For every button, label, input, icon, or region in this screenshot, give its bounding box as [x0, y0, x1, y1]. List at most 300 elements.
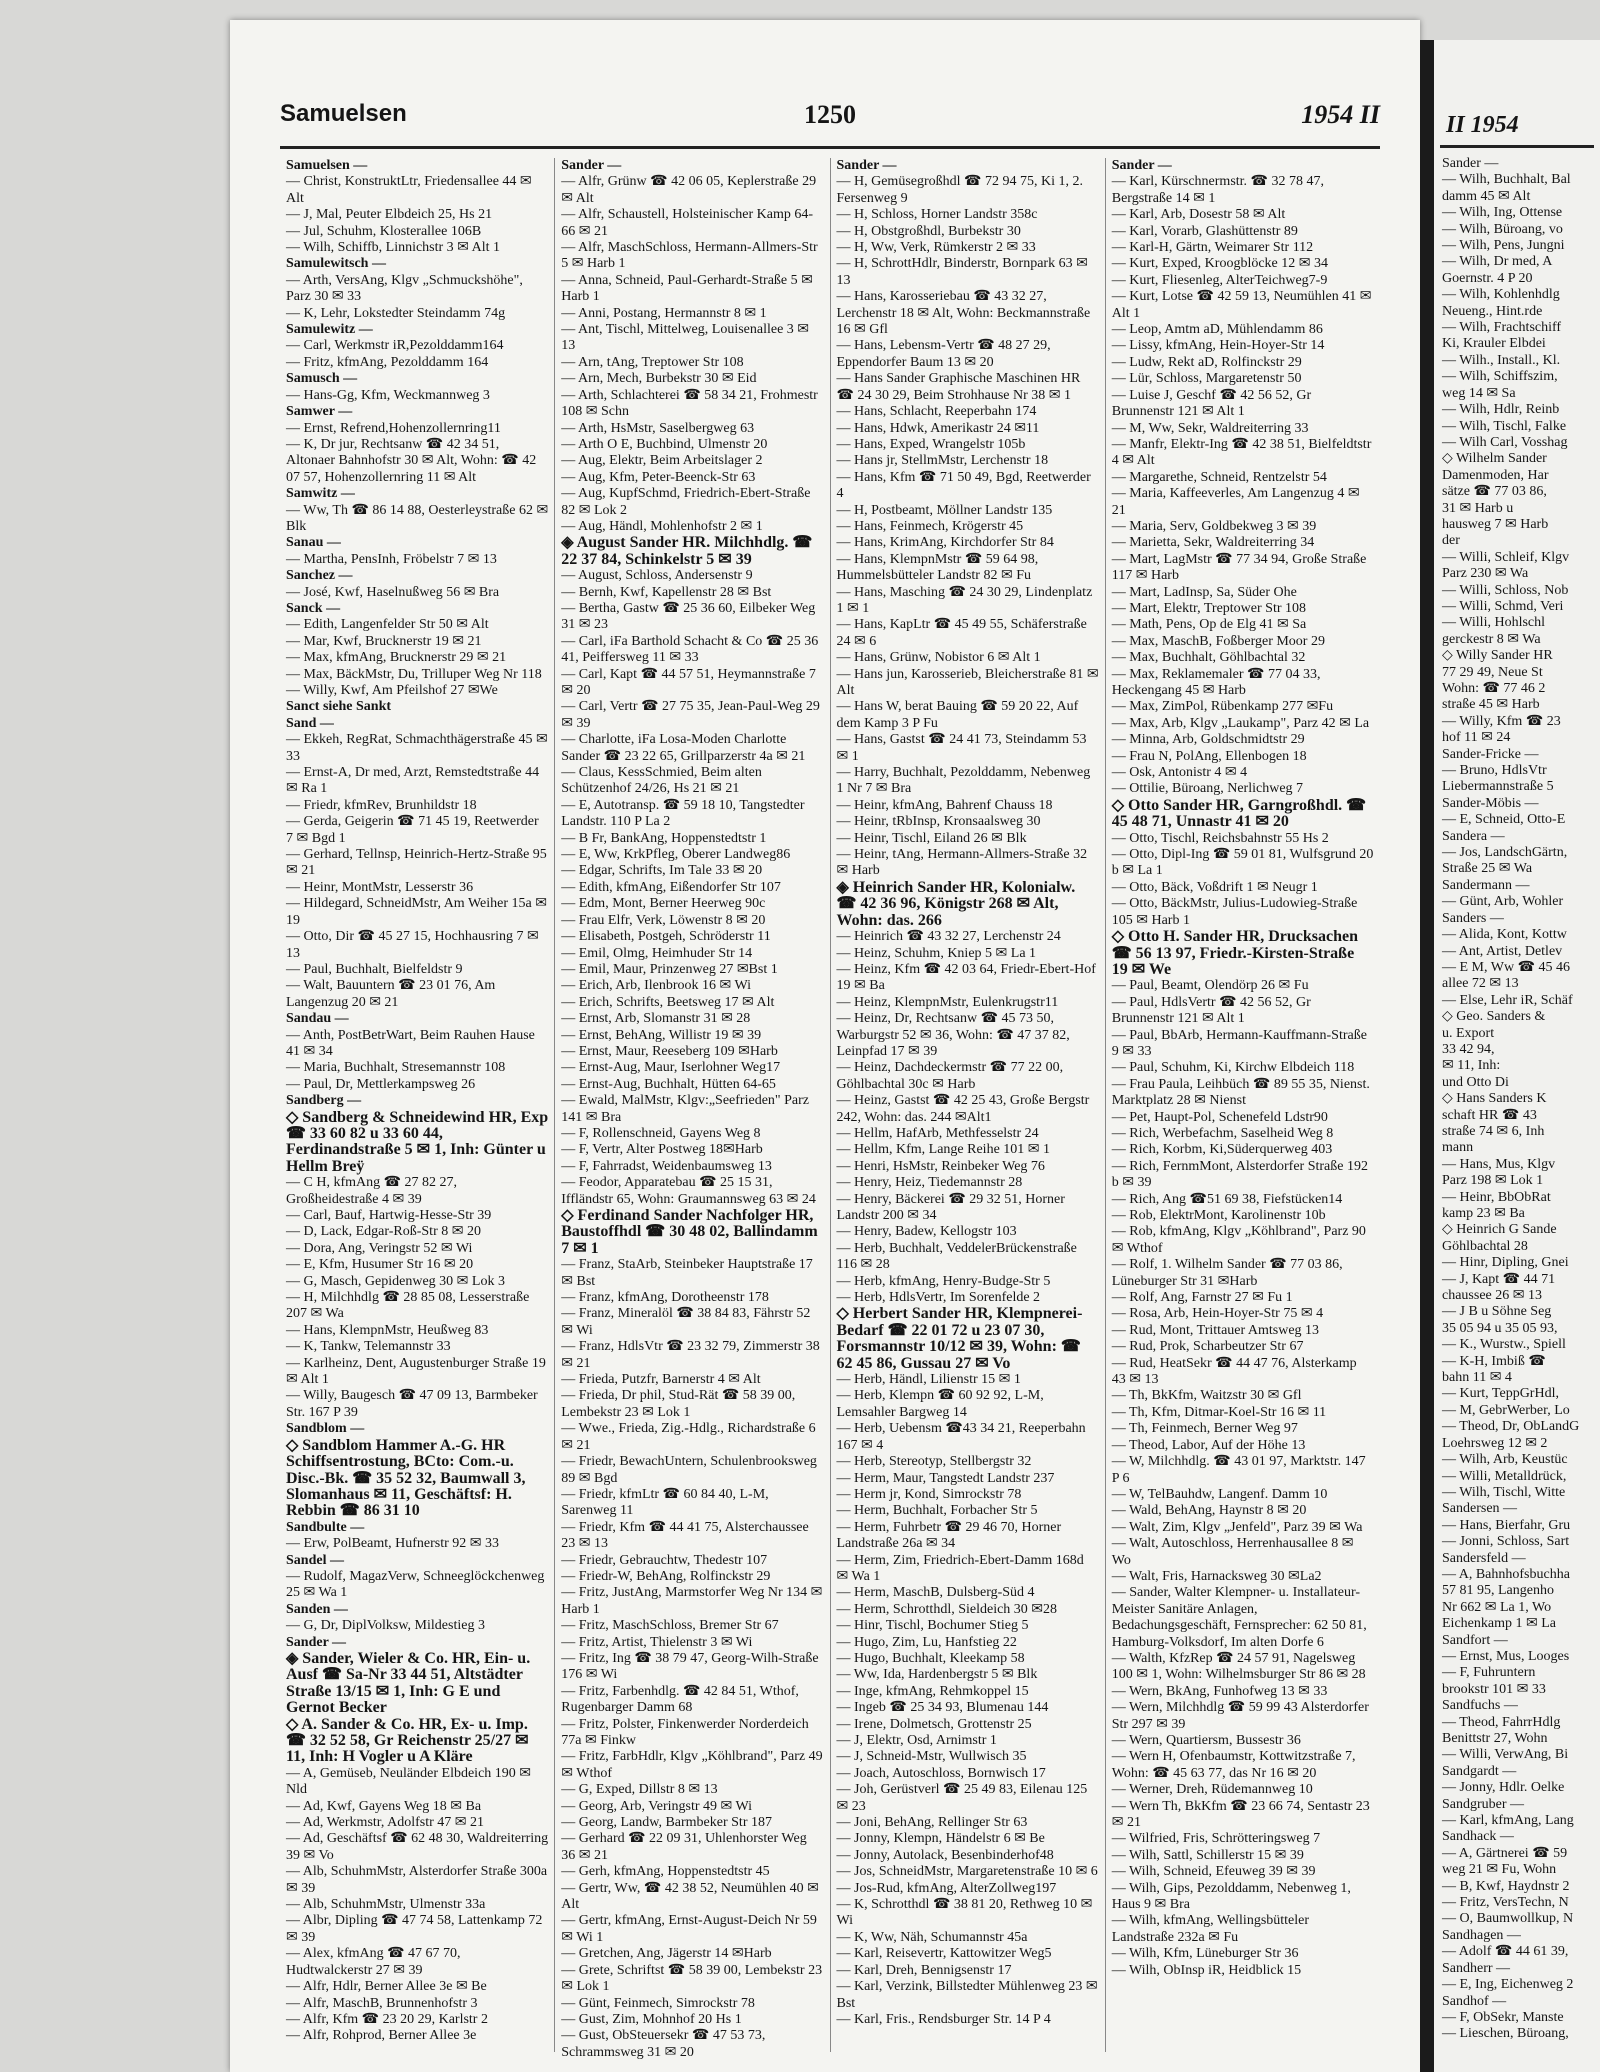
directory-entry: — Friedr, Kfm ☎ 44 41 75, Alsterchaussee 23 ✉ 13 [561, 1519, 809, 1552]
header-rule [280, 146, 1380, 149]
facing-page-line: schaft HR ☎ 43 [1442, 1107, 1537, 1123]
facing-page-line: u. Export [1442, 1025, 1495, 1041]
directory-entry: ◈ Heinrich Sander HR, Kolonialw. ☎ 42 36 96, Königstr 268 ✉ Alt, Wohn: das. 266 [836, 878, 1076, 929]
directory-entry: — Paul, Buchhalt, Bielfeldstr 9 [286, 961, 463, 977]
directory-entry: — Otto, Tischl, Reichsbahnstr 55 Hs 2 [1111, 830, 1329, 846]
facing-page-line: sätze ☎ 77 03 86, [1442, 484, 1547, 500]
directory-entry: — Henri, HsMstr, Reinbeker Weg 76 [836, 1158, 1045, 1174]
directory-entry: Samulewitsch — [286, 256, 386, 272]
directory-entry: — Herb, Uebensm ☎43 34 21, Reeperbahn 167 ✉ 4 [836, 1421, 1086, 1453]
directory-entry: — Hellm, HafArb, Methfesselstr 24 [836, 1125, 1039, 1141]
facing-page-line: — Lieschen, Büroang, [1442, 2026, 1569, 2042]
facing-page-line: brookstr 101 ✉ 33 [1442, 1681, 1546, 1697]
directory-entry: — Charlotte, iFa Losa-Moden Charlotte Sander ☎ 23 22 65, Grillparzerstr 4a ✉ 21 [561, 732, 806, 764]
directory-entry: — Maria, Serv, Goldbekweg 3 ✉ 39 [1111, 518, 1317, 534]
directory-entry: — Ernst, Refrend,Hohenzollernring11 [286, 420, 501, 436]
facing-page-line: — Wilh, Frachtschiff [1442, 320, 1562, 336]
facing-page-line: Sandgruber — [1442, 1796, 1525, 1812]
facing-page-line: — Adolf ☎ 44 61 39, [1442, 1944, 1569, 1960]
facing-page-line: Eichenkamp 1 ✉ La [1442, 1616, 1556, 1632]
directory-entry: — Paul, Beamt, Olendörp 26 ✉ Fu [1111, 978, 1309, 994]
directory-entry: — Hugo, Buchhalt, Kleekamp 58 [836, 1650, 1025, 1666]
directory-entry: — Arth O E, Buchbind, Ulmenstr 20 [561, 436, 768, 452]
directory-entry: — Friedr, kfmLtr ☎ 60 84 40, L-M, Sarenweg 11 [561, 1486, 769, 1519]
directory-entry: — Heinrich ☎ 43 32 27, Lerchenstr 24 [836, 929, 1061, 945]
directory-entry: — Rolf, 1. Wilhelm Sander ☎ 77 03 86, Lüneburger Str 31 ✉Harb [1111, 1257, 1343, 1289]
facing-page-line: Sandersfeld — [1442, 1550, 1526, 1566]
directory-entry: Sanden — [286, 1601, 348, 1617]
directory-entry: — Wwe., Frieda, Zig.-Hdlg., Richardstraße 6 ✉ 21 [561, 1421, 816, 1453]
directory-entry: — Ad, Werkmstr, Adolfstr 47 ✉ 21 [286, 1815, 485, 1831]
facing-page-line: allee 72 ✉ 13 [1442, 976, 1519, 992]
facing-page-line: — F, ObSekr, Manste [1442, 2009, 1564, 2025]
directory-entry: — G, Exped, Dillstr 8 ✉ 13 [561, 1782, 718, 1798]
directory-entry: — Bertha, Gastw ☎ 25 36 60, Eilbeker Weg 31 ✉ 23 [561, 600, 816, 633]
running-head-left: Samuelsen [280, 100, 407, 127]
directory-entry: — Gretchen, Ang, Jägerstr 14 ✉Harb [561, 1946, 772, 1962]
directory-entry: — Ww, Th ☎ 86 14 88, Oesterleystraße 62 ✉ Blk [286, 502, 549, 534]
directory-entry: — Joach, Autoschloss, Bornwisch 17 [836, 1765, 1046, 1781]
directory-entry: — Frau N, PolAng, Ellenbogen 18 [1111, 748, 1307, 764]
directory-entry: — Gertr, Ww, ☎ 42 38 52, Neumühlen 40 ✉ Alt [561, 1880, 819, 1913]
facing-page-line: — K., Wurstw., Spiell [1442, 1337, 1566, 1353]
directory-entry: — G, Dr, DiplVolksw, Mildestieg 3 [286, 1618, 485, 1634]
directory-entry: — Franz, kfmAng, Dorotheenstr 178 [561, 1290, 769, 1306]
directory-entry: — Günt, Feinmech, Simrockstr 78 [561, 1995, 755, 2011]
facing-page-line: — Alida, Kont, Kottw [1442, 927, 1567, 943]
facing-page-line: Sandermann — [1442, 877, 1530, 893]
facing-page-line: weg 21 ✉ Fu, Wohn [1442, 1862, 1557, 1878]
directory-entry: — Herm, Schrotthdl, Sieldeich 30 ✉28 [836, 1601, 1058, 1617]
directory-entry: Sanck — [286, 600, 341, 616]
facing-page-line: Damenmoden, Har [1442, 467, 1549, 483]
directory-entry: — Fritz, MaschSchloss, Bremer Str 67 [561, 1618, 779, 1634]
facing-page-line: — Kurt, TeppGrHdl, [1442, 1386, 1559, 1402]
facing-page-line: Sandhof — [1442, 1993, 1507, 2009]
directory-entry: — Fritz, Polster, Finkenwerder Norderdeich 77a ✉ Finkw [561, 1716, 809, 1748]
directory-entry: — Mart, LagMstr ☎ 77 34 94, Große Straße 117 ✉ Harb [1111, 551, 1367, 584]
facing-page-line: — Willy, Kfm ☎ 23 [1442, 713, 1561, 729]
directory-entry: Sanau — [286, 535, 341, 551]
facing-page-line: — Theod, FahrrHdlg [1442, 1714, 1561, 1730]
facing-page-line: straße 74 ✉ 6, Inh [1442, 1123, 1545, 1139]
directory-entry: — Ad, Geschäftsf ☎ 62 48 30, Waldreiterring 39 ✉ Vo [286, 1831, 549, 1863]
directory-entry: Sander — [286, 1634, 347, 1650]
directory-entry: — Jonny, Klempn, Händelstr 6 ✉ Be [836, 1831, 1045, 1847]
directory-entry: — Walth, KfzRep ☎ 24 57 91, Nagelsweg 100 ✉ 1, Wohn: Wilhelmsburger Str 86 ✉ 28 [1111, 1650, 1366, 1683]
directory-entry: — Edgar, Schrifts, Im Tale 33 ✉ 20 [561, 863, 763, 879]
directory-entry: — Heinz, Kfm ☎ 42 03 64, Friedr-Ebert-Hof 19 ✉ Ba [836, 961, 1096, 994]
directory-entry: — Th, BkKfm, Waitzstr 30 ✉ Gfl [1111, 1388, 1302, 1404]
directory-entry: — Erw, PolBeamt, Hufnerstr 92 ✉ 33 [286, 1536, 500, 1552]
facing-page-line: — A, Bahnhofsbuchha [1442, 1566, 1570, 1582]
column-3 [831, 158, 1106, 2052]
directory-entry: — Hans W, berat Bauing ☎ 59 20 22, Auf dem Kamp 3 P Fu [836, 699, 1079, 731]
facing-page-line: ✉ 11, Inh: [1442, 1058, 1501, 1074]
directory-entry: — Karl, Vorarb, Glashüttenstr 89 [1111, 223, 1298, 239]
directory-entry: — Walt, Bauuntern ☎ 23 01 76, Am Langenzug 20 ✉ 21 [286, 978, 496, 1010]
directory-entry: — Arn, Mech, Burbekstr 30 ✉ Eid [561, 371, 757, 387]
directory-entry: — E, Kfm, Husumer Str 16 ✉ 20 [286, 1257, 474, 1273]
directory-entry: — Fritz, Artist, Thielenstr 3 ✉ Wi [561, 1634, 753, 1650]
facing-page-line: Sandersen — [1442, 1501, 1518, 1517]
directory-entry: — Karl, Kürschnermstr. ☎ 32 78 47, Bergstraße 14 ✉ 1 [1111, 174, 1324, 206]
facing-page-line: Parz 198 ✉ Lok 1 [1442, 1173, 1544, 1189]
directory-entry: — Emil, Olmg, Heimhuder Str 14 [561, 945, 753, 961]
directory-entry: — Albr, Dipling ☎ 47 74 58, Lattenkamp 72 ✉ 39 [286, 1913, 543, 1945]
directory-entry: — Wern H, Ofenbaumstr, Kottwitzstraße 7, Wohn: ☎ 45 63 77, das Nr 16 ✉ 20 [1111, 1749, 1356, 1781]
directory-entry: — K, Tankw, Telemannstr 33 [286, 1339, 451, 1355]
directory-entry: — Rolf, Ang, Farnstr 27 ✉ Fu 1 [1111, 1290, 1293, 1306]
directory-entry: — Bernh, Kwf, Kapellenstr 28 ✉ Bst [561, 584, 772, 600]
facing-page-line: hausweg 7 ✉ Harb [1442, 516, 1549, 532]
directory-entry: — Hans, Kfm ☎ 71 50 49, Bgd, Reetwerder 4 [836, 469, 1091, 502]
directory-entry: — Claus, KessSchmied, Beim alten Schützenhof 24/26, Hs 21 ✉ 21 [561, 765, 762, 797]
directory-entry: — Hans Sander Graphische Maschinen HR ☎ 24 30 29, Beim Strohhause Nr 38 ✉ 1 [836, 371, 1081, 403]
directory-entry: — Arth, VersAng, Klgv „Schmuckshöhe", Parz 30 ✉ 33 [286, 272, 523, 305]
directory-entry: — Wern, Quartiersm, Bussestr 36 [1111, 1733, 1301, 1748]
directory-entry: — Max, Buchhalt, Göhlbachtal 32 [1111, 650, 1306, 666]
directory-entry: — Rosa, Arb, Hein-Hoyer-Str 75 ✉ 4 [1111, 1306, 1324, 1322]
directory-entry: — Ernst-Aug, Maur, Iserlohner Weg17 [561, 1060, 781, 1076]
facing-page-line: Sander — [1442, 156, 1499, 171]
directory-entry: — Pet, Haupt-Pol, Schenefeld Ldstr90 [1111, 1109, 1328, 1125]
facing-page-line: — Wilh, Tischl, Witte [1442, 1484, 1566, 1500]
facing-page [1434, 40, 1600, 2072]
directory-entry: — Ww, Ida, Hardenbergstr 5 ✉ Blk [836, 1667, 1038, 1683]
directory-entry: — Herm, Buchhalt, Forbacher Str 5 [836, 1503, 1038, 1519]
directory-entry: — Fritz, JustAng, Marmstorfer Weg Nr 134 ✉ Harb 1 [561, 1585, 823, 1617]
directory-entry: — Max, MaschB, Foßberger Moor 29 [1111, 633, 1325, 649]
directory-entry: — Herb, Buchhalt, VeddelerBrückenstraße 116 ✉ 28 [836, 1240, 1077, 1273]
directory-entry: — Wilh, Kfm, Lüneburger Str 36 [1111, 1946, 1299, 1962]
facing-page-line: und Otto Di [1442, 1074, 1509, 1090]
directory-entry: ◇ Sandblom Hammer A.-G. HR Schiffsentrostung, BCto: Com.-u. Disc.-Bk. ☎ 35 52 32, Baumwall 3, Slomanhaus ✉ 11, Geschäftsf: H. Rebbin ☎ 86 31 10 [286, 1436, 526, 1520]
directory-entry: — Heinr, kfmAng, Bahrenf Chauss 18 [836, 797, 1053, 813]
directory-entry: — Franz, Mineralöl ☎ 38 84 83, Fährstr 52 ✉ Wi [561, 1306, 811, 1338]
facing-page-line: 77 29 49, Neue St [1442, 664, 1543, 680]
directory-entry: — Paul, HdlsVertr ☎ 42 56 52, Gr Brunnenstr 121 ✉ Alt 1 [1111, 994, 1311, 1027]
facing-page-line: — M, GebrWerber, Lo [1442, 1402, 1570, 1418]
facing-page-line: — Günt, Arb, Wohler [1442, 894, 1564, 910]
directory-entry: — Edith, Langenfelder Str 50 ✉ Alt [286, 617, 489, 633]
directory-entry: ◇ Herbert Sander HR, Klempnerei-Bedarf ☎ 22 01 72 u 23 07 30, Forsmannstr 10/12 ✉ 39, Wohn: ☎ 62 45 86, Gussau 27 ✉ Vo [836, 1305, 1083, 1372]
facing-page-line: Goernstr. 4 P 20 [1442, 270, 1533, 286]
directory-entry: ◇ Otto Sander HR, Garngroßhdl. ☎ 45 48 71, Unnastr 41 ✉ 20 [1111, 796, 1367, 831]
directory-entry: — Alfr, Hdlr, Berner Allee 3e ✉ Be [286, 1979, 487, 1995]
directory-entry: — Wald, BehAng, Haynstr 8 ✉ 20 [1111, 1503, 1307, 1519]
directory-entry: — Th, Feinmech, Berner Weg 97 [1111, 1421, 1298, 1437]
directory-entry: — Friedr, Gebrauchtw, Thedestr 107 [561, 1552, 768, 1568]
directory-entry: — Henry, Bäckerei ☎ 29 32 51, Horner Landstr 200 ✉ 34 [836, 1191, 1065, 1223]
directory-entry: — Carl, iFa Barthold Schacht & Co ☎ 25 36 41, Peiffersweg 11 ✉ 33 [561, 633, 819, 666]
directory-entry: — Grete, Schriftst ☎ 58 39 00, Lembekstr 23 ✉ Lok 1 [561, 1962, 823, 1995]
directory-entry: — Edith, kfmAng, Eißendorfer Str 107 [561, 879, 781, 895]
directory-entry: — Harry, Buchhalt, Pezolddamm, Nebenweg 1 Nr 7 ✉ Bra [836, 765, 1091, 797]
facing-page-line: — Karl, kfmAng, Lang [1442, 1813, 1574, 1829]
facing-page-line: — Willi, Schloss, Nob [1442, 582, 1569, 598]
directory-entry: Sandau — [286, 1011, 349, 1027]
directory-entry: — Kurt, Fliesenleg, AlterTeichweg7-9 [1111, 272, 1328, 288]
directory-entry: — Ottilie, Büroang, Nerlichweg 7 [1111, 781, 1304, 797]
directory-entry: — Werner, Dreh, Rüdemannweg 10 [1111, 1782, 1313, 1798]
directory-entry: — Hans jr, StellmMstr, Lerchenstr 18 [836, 453, 1049, 469]
facing-page-line: — E, Ing, Eichenweg 2 [1442, 1977, 1574, 1993]
directory-entry: — H, Ww, Verk, Rümkerstr 2 ✉ 33 [836, 240, 1036, 256]
directory-entry: — Carl, Bauf, Hartwig-Hesse-Str 39 [286, 1208, 492, 1223]
book-gutter [1420, 40, 1434, 2072]
directory-entry: — Jos, SchneidMstr, Margaretenstraße 10 ✉ 6 [836, 1864, 1098, 1880]
directory-entry: — Rudolf, MagazVerw, Schneeglöckchenweg 25 ✉ Wa 1 [286, 1568, 545, 1601]
directory-entry: — Maria, Buchhalt, Stresemannstr 108 [286, 1060, 506, 1076]
facing-page-line: — O, Baumwollkup, N [1442, 1911, 1574, 1927]
facing-page-line: Parz 230 ✉ Wa [1442, 566, 1529, 582]
directory-entry: — Arn, tAng, Treptower Str 108 [561, 354, 744, 370]
directory-entry: — Karl, Dreh, Bennigsenstr 17 [836, 1962, 1012, 1978]
directory-entry: — Ingeb ☎ 25 34 93, Blumenau 144 [836, 1700, 1049, 1716]
facing-page-line: — Hans, Mus, Klgv [1442, 1156, 1556, 1172]
directory-entry: — Wilh, Sattl, Schillerstr 15 ✉ 39 [1111, 1847, 1304, 1863]
directory-entry: — Gerh, kfmAng, Hoppenstedtstr 45 [561, 1864, 770, 1880]
directory-entry: — Rich, Werbefachm, Saselheid Weg 8 [1111, 1125, 1334, 1141]
directory-entry: — Carl, Vertr ☎ 27 75 35, Jean-Paul-Weg 29 ✉ 39 [561, 699, 820, 731]
directory-entry: — Heinz, KlempnMstr, Eulenkrugstr11 [836, 994, 1059, 1010]
directory-entry: — Alfr, Rohprod, Berner Allee 3e [286, 2028, 477, 2044]
facing-page-line: — E M, Ww ☎ 45 46 [1442, 959, 1571, 975]
facing-page-line: — Willi, Metalldrück, [1442, 1468, 1567, 1484]
facing-page-line: Loehrsweg 12 ✉ 2 [1442, 1435, 1548, 1451]
directory-entry: — Wilh, Gips, Pezolddamm, Nebenweg 1, Haus 9 ✉ Bra [1111, 1880, 1351, 1913]
facing-page-line: — Willi, Schleif, Klgv [1442, 549, 1570, 565]
directory-entry: — K, Dr jur, Rechtsanw ☎ 42 34 51, Altonaer Bahnhofstr 30 ✉ Alt, Wohn: ☎ 42 07 57, Hohenzollernring 11 ✉ Alt [286, 436, 537, 485]
facing-page-line: — Willi, VerwAng, Bi [1442, 1747, 1569, 1763]
directory-entry: — J, Elektr, Osd, Arnimstr 1 [836, 1733, 997, 1748]
directory-entry: — Friedr-W, BehAng, Rolfinckstr 29 [561, 1568, 771, 1584]
facing-page-line: Göhlbachtal 28 [1442, 1238, 1528, 1254]
directory-entry: — H, SchrottHdlr, Binderstr, Bornpark 63 ✉ 13 [836, 256, 1088, 288]
facing-page-line: Sandherr — [1442, 1960, 1511, 1976]
facing-page-line: — Wilh Carl, Vosshag [1442, 434, 1568, 450]
directory-entry: — Gertr, kfmAng, Ernst-August-Deich Nr 59 ✉ Wi 1 [561, 1913, 817, 1945]
directory-entry: — Hans jun, Karosserieb, Bleicherstraße 81 ✉ Alt [836, 666, 1099, 698]
directory-entry: — Frau Elfr, Verk, Löwenstr 8 ✉ 20 [561, 912, 766, 928]
facing-page-line: — Hans, Bierfahr, Gru [1442, 1517, 1571, 1533]
directory-entry: — Feodor, Apparatebau ☎ 25 15 31, Iffländstr 65, Wohn: Graumannsweg 63 ✉ 24 [561, 1175, 816, 1207]
directory-entry: — Karl, Fris., Rendsburger Str. 14 P 4 [836, 2011, 1051, 2027]
facing-page-header: II 1954 [1446, 112, 1519, 138]
directory-entry: — Herb, HdlsVertr, Im Sorenfelde 2 [836, 1290, 1041, 1306]
directory-entry: — Anni, Postang, Hermannstr 8 ✉ 1 [561, 305, 767, 321]
directory-entry: Sander — [836, 158, 897, 173]
directory-entry: Sand — [286, 715, 334, 731]
directory-entry: — Erich, Arb, Ilenbrook 16 ✉ Wi [561, 978, 752, 994]
facing-page-line: straße 45 ✉ Harb [1442, 697, 1540, 713]
directory-entry: ◈ Sander, Wieler & Co. HR, Ein- u. Ausf ☎ Sa-Nr 33 44 51, Altstädter Straße 13/15 ✉ 1, Inh: G E und Gernot Becker [286, 1649, 531, 1717]
facing-page-line: der [1442, 533, 1460, 549]
directory-entry: Sanct siehe Sankt [286, 699, 392, 715]
directory-entry: — Jonny, Autolack, Besenbinderhof48 [836, 1847, 1054, 1863]
directory-entry: — Max, BäckMstr, Du, Trilluper Weg Nr 118 [286, 666, 542, 682]
directory-entry: — Lür, Schloss, Margaretenstr 50 [1111, 371, 1302, 387]
facing-page-line: gerckestr 8 ✉ Wa [1442, 631, 1541, 647]
directory-entry: — Rob, kfmAng, Klgv „Köhlbrand", Parz 90 ✉ Wthof [1111, 1224, 1366, 1256]
directory-entry: — Arth, Schlachterei ☎ 58 34 21, Frohmestr 108 ✉ Schn [561, 387, 818, 420]
directory-entry: — August, Schloss, Andersenstr 9 [561, 568, 753, 584]
directory-entry: ◈ August Sander HR. Milchhdlg. ☎ 22 37 84, Schinkelstr 5 ✉ 39 [561, 534, 813, 568]
directory-entry: — Max, ZimPol, Rübenkamp 277 ✉Fu [1111, 699, 1334, 715]
directory-entry: — Erich, Schrifts, Beetsweg 17 ✉ Alt [561, 994, 775, 1010]
facing-page-line: — Wilh, Hdlr, Reinb [1442, 402, 1560, 418]
directory-entry: — Heinz, Schuhm, Kniep 5 ✉ La 1 [836, 945, 1037, 961]
facing-page-line: Straße 25 ✉ Wa [1442, 861, 1533, 877]
page-number: 1250 [804, 100, 856, 129]
directory-entry: Sandbulte — [286, 1519, 365, 1535]
directory-entry: — Heinr, tAng, Hermann-Allmers-Straße 32 ✉ Harb [836, 847, 1088, 879]
facing-page-line: — Wilh, Buchhalt, Bal [1442, 172, 1571, 188]
directory-entry: — B Fr, BankAng, Hoppenstedtstr 1 [561, 830, 767, 846]
facing-page-line: Sanders — [1442, 910, 1504, 926]
directory-entry: — Heinz, Gastst ☎ 42 25 43, Große Bergstr 242, Wohn: das. 244 ✉Alt1 [836, 1093, 1090, 1125]
directory-entry: — Hans, KrimAng, Kirchdorfer Str 84 [836, 535, 1054, 551]
facing-page-line: — Ernst, Mus, Looges [1442, 1648, 1570, 1664]
facing-page-line: Sander-Möbis — [1442, 795, 1539, 811]
directory-entry: — Irene, Dolmetsch, Grottenstr 25 [836, 1716, 1032, 1732]
directory-entry: — Hans, Masching ☎ 24 30 29, Lindenplatz 1 ✉ 1 [836, 584, 1093, 616]
directory-entry: — Karl-H, Gärtn, Weimarer Str 112 [1111, 240, 1314, 256]
directory-entry: Samwer — [286, 404, 353, 420]
directory-entry: — Alfr, MaschSchloss, Hermann-Allmers-Str 5 ✉ Harb 1 [561, 240, 818, 272]
facing-page-line: 57 81 95, Langenho [1442, 1583, 1554, 1599]
directory-entry: — Inge, kfmAng, Rehmkoppel 15 [836, 1683, 1029, 1699]
directory-entry: ◇ Otto H. Sander HR, Drucksachen ☎ 56 13 97, Friedr.-Kirsten-Straße 19 ✉ We [1111, 928, 1358, 978]
directory-entry: ◇ Sandberg & Schneidewind HR, Exp ☎ 33 60 82 u 33 60 44, Ferdinandstraße 5 ✉ 1, Inh: Günter u Hellm Breÿ [286, 1108, 549, 1175]
directory-entry: — Hans, KapLtr ☎ 45 49 55, Schäferstraße 24 ✉ 6 [836, 617, 1087, 649]
facing-page-line: — Willi, Hohlschl [1442, 615, 1546, 631]
directory-entry: — Lissy, kfmAng, Hein-Hoyer-Str 14 [1111, 338, 1325, 354]
directory-entry: — Hans, Karosseriebau ☎ 43 32 27, Lerchenstr 18 ✉ Alt, Wohn: Beckmannstraße 16 ✉ Gfl [836, 289, 1091, 338]
directory-entry: — Herb, Klempn ☎ 60 92 92, L-M, Lemsahler Bargweg 14 [836, 1388, 1044, 1420]
facing-page-line: — K-H, Imbiß ☎ [1442, 1353, 1546, 1369]
facing-page-line: Sandfort — [1442, 1632, 1508, 1648]
directory-entry: — Herm, MaschB, Dulsberg-Süd 4 [836, 1585, 1035, 1601]
directory-entry: — Joni, BehAng, Rellinger Str 63 [836, 1815, 1028, 1831]
directory-entry: — Walt, Zim, Klgv „Jenfeld", Parz 39 ✉ Wa [1111, 1519, 1363, 1535]
directory-entry: — Wern, Milchhdlg ☎ 59 99 43 Alsterdorfer Str 297 ✉ 39 [1111, 1700, 1369, 1732]
directory-entry: — Mar, Kwf, Brucknerstr 19 ✉ 21 [286, 633, 482, 649]
facing-page-line: Sandgardt — [1442, 1763, 1517, 1779]
directory-entry: — Wern Th, BkKfm ☎ 23 66 74, Sentastr 23 ✉ 21 [1111, 1798, 1370, 1831]
directory-entry: — Minna, Arb, Goldschmidtstr 29 [1111, 732, 1305, 748]
directory-entry: — J, Schneid-Mstr, Wullwisch 35 [836, 1749, 1027, 1765]
facing-page-line: — Ant, Artist, Detlev [1442, 943, 1563, 959]
directory-entry: — Hans, Lebensm-Vertr ☎ 48 27 29, Eppendorfer Baum 13 ✉ 20 [836, 338, 1051, 370]
directory-entry: — Fritz, Ing ☎ 38 79 47, Georg-Wilh-Straße 176 ✉ Wi [561, 1650, 819, 1683]
directory-entry: — Max, Arb, Klgv „Laukamp", Parz 42 ✉ La [1111, 715, 1370, 731]
directory-entry: — Franz, HdlsVtr ☎ 23 32 79, Zimmerstr 38 ✉ 21 [561, 1339, 820, 1371]
directory-page [230, 20, 1420, 2072]
facing-page-line: — Wilh, Dr med, A [1442, 254, 1553, 270]
directory-entry: — Willy, Kwf, Am Pfeilshof 27 ✉We [286, 683, 498, 698]
directory-entry: — Hans, Feinmech, Krögerstr 45 [836, 518, 1024, 534]
directory-entry: — Gust, ObSteuersekr ☎ 47 53 73, Schrammsweg 31 ✉ 20 [561, 2028, 766, 2060]
directory-entry: — Aug, Elektr, Beim Arbeitslager 2 [561, 453, 763, 469]
facing-page-line: Sander-Fricke — [1442, 746, 1539, 762]
facing-page-line: mann [1442, 1140, 1474, 1156]
directory-entry: — Wern, BkAng, Funhofweg 13 ✉ 33 [1111, 1683, 1328, 1699]
facing-page-lines [1434, 156, 1600, 2043]
directory-entry: — Georg, Arb, Veringstr 49 ✉ Wi [561, 1798, 753, 1814]
directory-entry: — Ad, Kwf, Gayens Weg 18 ✉ Ba [286, 1798, 482, 1814]
facing-page-line: — Willi, Schmd, Veri [1442, 598, 1564, 614]
directory-entry: — Ewald, MalMstr, Klgv:„Seefrieden" Parz 141 ✉ Bra [561, 1093, 810, 1125]
directory-entry: — Karl, Arb, Dosestr 58 ✉ Alt [1111, 207, 1286, 223]
directory-entry: — Jos-Rud, kfmAng, AlterZollweg197 [836, 1880, 1057, 1896]
directory-entry: — Rud, HeatSekr ☎ 44 47 76, Alsterkamp 43 ✉ 13 [1111, 1355, 1357, 1388]
directory-entry: — Edm, Mont, Berner Heerweg 90c [561, 896, 766, 912]
directory-entry: — Arth, HsMstr, Saselbergweg 63 [561, 420, 755, 436]
directory-entry: — Gust, Zim, Mohnhof 20 Hs 1 [561, 2011, 742, 2027]
directory-entry: — Hinr, Tischl, Bochumer Stieg 5 [836, 1618, 1029, 1634]
directory-entry: — Hans, KlempnMstr ☎ 59 64 98, Hummelsbütteler Landstr 82 ✉ Fu [836, 551, 1039, 584]
directory-entry: — Heinr, Tischl, Eiland 26 ✉ Blk [836, 830, 1027, 846]
directory-entry: — Heinr, tRbInsp, Kronsaalsweg 30 [836, 814, 1041, 830]
directory-entry: — Joh, Gerüstverl ☎ 25 49 83, Eilenau 125 ✉ 23 [836, 1782, 1088, 1814]
directory-entry: — Georg, Landw, Barmbeker Str 187 [561, 1815, 772, 1831]
facing-page-line: damm 45 ✉ Alt [1442, 188, 1531, 204]
directory-entry: — Karl, Verzink, Billstedter Mühlenweg 23 ✉ Bst [836, 1979, 1098, 2011]
facing-page-rule [1440, 145, 1594, 148]
directory-entry: — Franz, StaArb, Steinbeker Hauptstraße 17 ✉ Bst [561, 1257, 813, 1289]
facing-page-line: — Wilh, Arb, Keustüc [1442, 1452, 1568, 1468]
directory-entry: — Ekkeh, RegRat, Schmachthägerstraße 45 ✉ 33 [286, 732, 548, 764]
directory-entry: — K, Ww, Näh, Schumannstr 45a [836, 1929, 1028, 1945]
directory-entry: — Hans-Gg, Kfm, Weckmannweg 3 [286, 387, 490, 403]
column-1 [280, 158, 555, 2052]
facing-page-line: ◇ Willy Sander HR [1442, 648, 1553, 664]
directory-entry: — Ernst-Aug, Buchhalt, Hütten 64-65 [561, 1076, 776, 1092]
directory-entry: — Math, Pens, Op de Elg 41 ✉ Sa [1111, 617, 1307, 633]
facing-page-line: — J B u Söhne Seg [1442, 1304, 1552, 1320]
directory-entry: — J, Mal, Peuter Elbdeich 25, Hs 21 [286, 207, 493, 223]
directory-entry: — Aug, KupfSchmd, Friedrich-Ebert-Straße 82 ✉ Lok 2 [561, 486, 811, 518]
facing-page-line: — Bruno, HdlsVtr [1442, 763, 1547, 779]
directory-entry: — Max, kfmAng, Brucknerstr 29 ✉ 21 [286, 650, 507, 666]
directory-entry: — Maria, Kaffeeverles, Am Langenzug 4 ✉ 21 [1111, 486, 1360, 518]
facing-page-line: Sandhack — [1442, 1829, 1514, 1845]
directory-entry: — Friedr, BewachUntern, Schulenbrooksweg 89 ✉ Bgd [561, 1454, 817, 1486]
facing-page-line: — Theod, Dr, ObLandG [1442, 1419, 1580, 1435]
directory-entry: — F, Vertr, Alter Postweg 18✉Harb [561, 1142, 763, 1158]
directory-entry: ◇ A. Sander & Co. HR, Ex- u. Imp. ☎ 32 52 58, Gr Reichenstr 25/27 ✉ 11, Inh: H Vogler u A Kläre [286, 1715, 529, 1766]
directory-entry: — E, Ww, KrkPfleg, Oberer Landweg86 [561, 847, 791, 863]
directory-entry: — Anth, PostBetrWart, Beim Rauhen Hause 41 ✉ 34 [286, 1027, 535, 1059]
facing-page-line: ◇ Wilhelm Sander [1442, 451, 1547, 467]
directory-entry: — Ernst, Maur, Reeseberg 109 ✉Harb [561, 1043, 778, 1059]
directory-entry: — Friedr, kfmRev, Brunhildstr 18 [286, 797, 477, 813]
facing-page-line: Ki, Krauler Elbdei [1442, 336, 1546, 352]
directory-entry: — Rich, Ang ☎51 69 38, Fiefstücken14 [1111, 1191, 1343, 1207]
facing-page-line: weg 14 ✉ Sa [1442, 385, 1516, 401]
facing-page-line: ◇ Heinrich G Sande [1442, 1222, 1557, 1238]
directory-entry: — Heinz, Dr, Rechtsanw ☎ 45 73 50, Warburgstr 52 ✉ 36, Wohn: ☎ 47 37 82, Leinpfad 17 ✉ 39 [836, 1011, 1070, 1059]
directory-entry: — Ernst, Arb, Slomanstr 31 ✉ 28 [561, 1011, 751, 1027]
directory-entry: — Dora, Ang, Veringstr 52 ✉ Wi [286, 1240, 473, 1256]
directory-entry: — D, Lack, Edgar-Roß-Str 8 ✉ 20 [286, 1224, 481, 1240]
facing-page-line: Nr 662 ✉ La 1, Wo [1442, 1599, 1552, 1615]
facing-page-line: Benittstr 27, Wohn [1442, 1731, 1548, 1746]
directory-entry: — Kurt, Exped, Kroogblöcke 12 ✉ 34 [1111, 256, 1328, 272]
facing-page-line: — Wilh, Büroang, vo [1442, 221, 1563, 237]
